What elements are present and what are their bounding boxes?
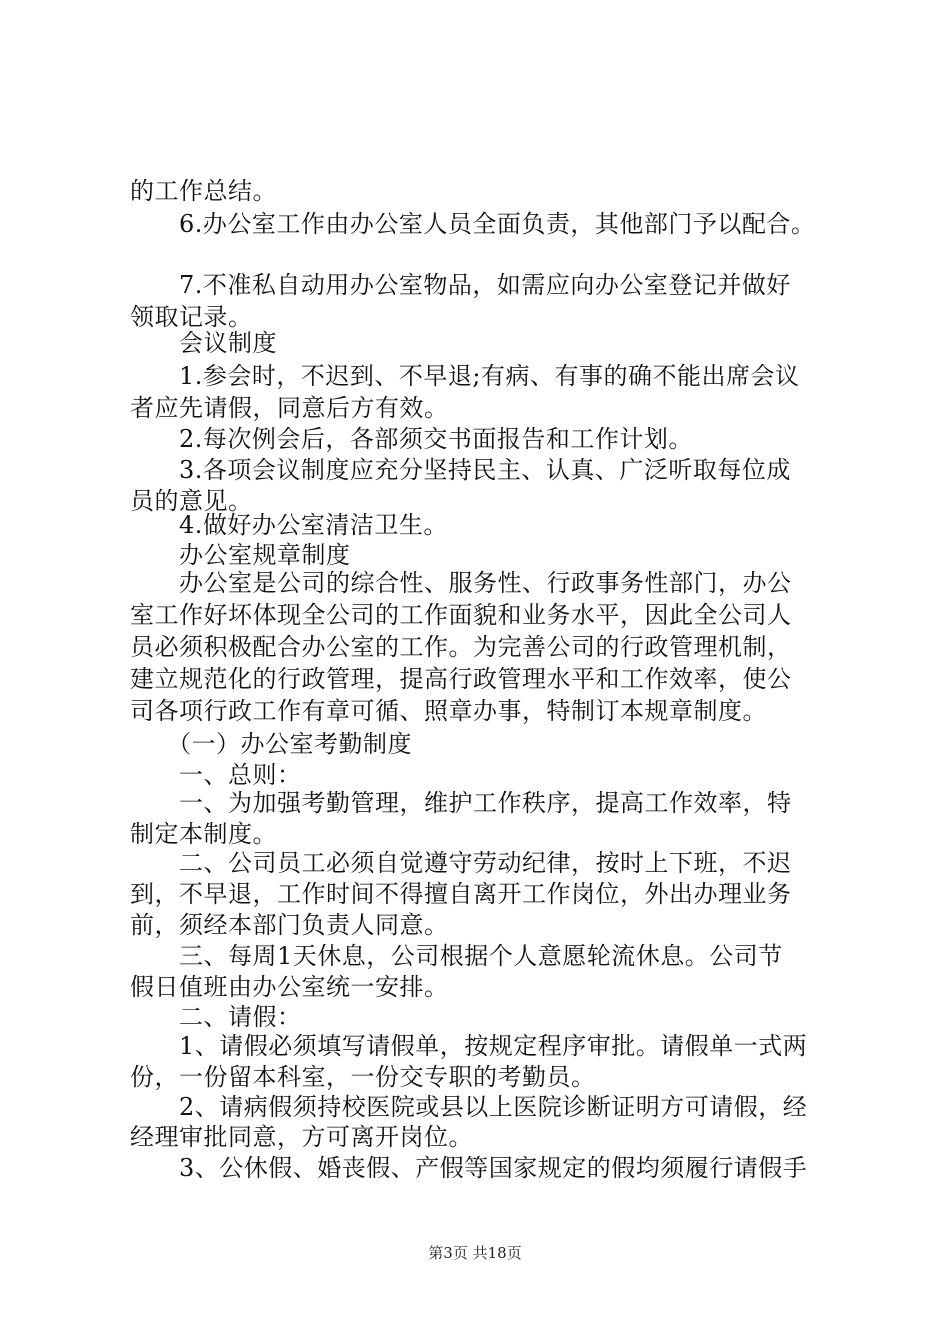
text-line: 三、每周1天休息，公司根据个人意愿轮流休息。公司节 — [130, 942, 783, 970]
section-heading: 二、请假： — [130, 1003, 302, 1031]
text-line: 司各项行政工作有章可循、照章办事，特制订本规章制度。 — [130, 697, 767, 725]
text-line: 到，不早退，工作时间不得擅自离开工作岗位，外出办理业务 — [130, 880, 792, 908]
text-line: 办公室是公司的综合性、服务性、行政事务性部门，办公 — [130, 569, 792, 597]
text-line: 领取记录。 — [130, 303, 253, 331]
text-line: 员的意见。 — [130, 487, 253, 515]
text-line: 1、请假必须填写请假单，按规定程序审批。请假单一式两 — [130, 1032, 808, 1060]
section-heading: 会议制度 — [130, 329, 277, 357]
text-line: 制定本制度。 — [130, 820, 277, 848]
text-line: 4.做好办公室清洁卫生。 — [130, 511, 448, 539]
text-line: 一、为加强考勤管理，维护工作秩序，提高工作效率，特 — [130, 789, 792, 817]
text-line: 的工作总结。 — [130, 177, 277, 205]
text-line: 2、请病假须持校医院或县以上医院诊断证明方可请假，经 — [130, 1093, 808, 1121]
text-line: 假日值班由办公室统一安排。 — [130, 973, 449, 1001]
section-heading: （一）办公室考勤制度 — [130, 730, 412, 758]
text-line: 7.不准私自动用办公室物品，如需应向办公室登记并做好 — [130, 271, 791, 299]
text-line: 3、公休假、婚丧假、产假等国家规定的假均须履行请假手 — [130, 1154, 808, 1182]
page-footer: 第3页 共18页 — [428, 1244, 522, 1262]
section-heading: 一、总则： — [130, 761, 302, 789]
text-line: 3.各项会议制度应充分坚持民主、认真、广泛听取每位成 — [130, 456, 791, 484]
text-line: 建立规范化的行政管理，提高行政管理水平和工作效率，使公 — [130, 665, 792, 693]
text-line: 6.办公室工作由办公室人员全面负责，其他部门予以配合。 — [130, 210, 816, 238]
text-line: 2.每次例会后，各部须交书面报告和工作计划。 — [130, 425, 693, 453]
text-line: 前，须经本部门负责人同意。 — [130, 911, 449, 939]
text-line: 1.参会时，不迟到、不早退;有病、有事的确不能出席会议 — [130, 362, 800, 390]
text-line: 经理审批同意，方可离开岗位。 — [130, 1123, 473, 1151]
text-line: 者应先请假，同意后方有效。 — [130, 394, 449, 422]
text-line: 员必须积极配合办公室的工作。为完善公司的行政管理机制， — [130, 633, 792, 661]
text-line: 份，一份留本科室，一份交专职的考勤员。 — [130, 1063, 596, 1091]
text-line: 室工作好坏体现全公司的工作面貌和业务水平，因此全公司人 — [130, 601, 792, 629]
text-line: 二、公司员工必须自觉遵守劳动纪律，按时上下班，不迟 — [130, 849, 792, 877]
section-heading: 办公室规章制度 — [130, 541, 351, 569]
